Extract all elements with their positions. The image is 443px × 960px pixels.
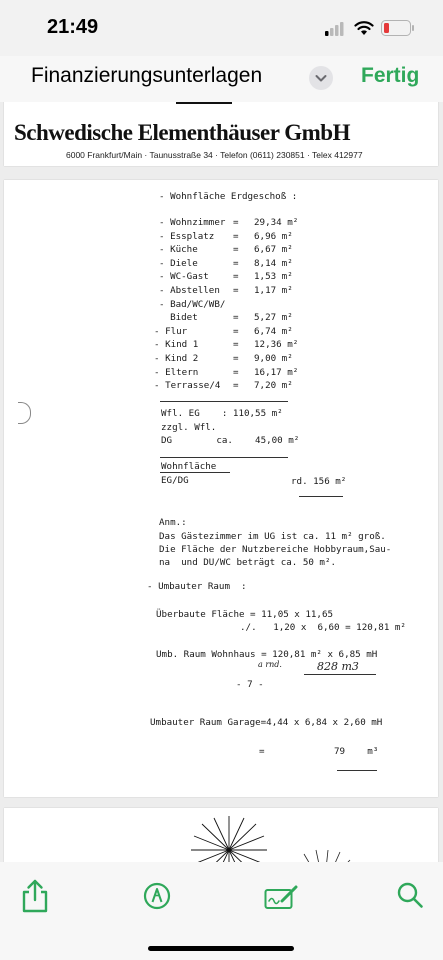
room-equals: = <box>233 312 239 324</box>
separator-line <box>160 457 288 458</box>
garage-line: Umbauter Raum Garage=4,44 x 6,84 x 2,60 mH <box>150 717 383 728</box>
handwritten-note-volume: 828 m3 <box>317 660 359 673</box>
title-menu-button[interactable] <box>309 66 333 90</box>
wifi-icon <box>354 20 374 36</box>
room-name: - Essplatz <box>159 230 215 242</box>
room-area-value: 6,67 m² <box>254 244 293 256</box>
underline <box>337 770 377 771</box>
room-area-value: 12,36 m² <box>254 339 299 351</box>
document-page-current <box>4 180 438 797</box>
home-indicator[interactable] <box>148 946 294 951</box>
wohnflaeche-label: Wohnfläche <box>161 461 217 472</box>
room-area-value: 1,53 m² <box>254 271 293 283</box>
abzug-line: ./. 1,20 x 6,60 = 120,81 m² <box>240 622 406 633</box>
signature-icon[interactable] <box>264 884 300 910</box>
garage-value: 79 m³ <box>334 746 379 757</box>
room-area-value: 1,17 m² <box>254 285 293 296</box>
handwritten-underline <box>304 674 376 675</box>
status-bar <box>0 0 443 56</box>
room-name: - Kind 1 <box>154 339 199 351</box>
document-page-next <box>4 808 438 862</box>
document-viewer[interactable] <box>0 102 443 862</box>
handwritten-note-rnd: a rnd. <box>258 660 282 669</box>
document-page-previous <box>4 102 438 166</box>
room-name: - Diele <box>159 257 198 269</box>
search-icon[interactable] <box>396 881 424 909</box>
note-line-2: Die Fläche der Nutzbereiche Hobbyraum,Sau- <box>159 544 392 555</box>
umbauter-raum-label: - Umbauter Raum : <box>147 581 247 592</box>
room-equals: = <box>233 339 239 351</box>
ueberbaute-flaeche-line: Überbaute Fläche = 11,05 x 11,65 <box>156 609 334 620</box>
room-area-value: 7,20 m² <box>254 380 293 392</box>
note-line-1: Das Gästezimmer im UG ist ca. 11 m² groß. <box>159 531 386 542</box>
wfl-eg-line: Wfl. EG : 110,55 m² <box>161 408 283 419</box>
chevron-down-icon <box>309 66 333 90</box>
room-name: - Bad/WC/WB/ <box>159 298 226 310</box>
room-name: - Küche <box>159 244 198 256</box>
room-equals: = <box>233 380 239 392</box>
cellular-signal-icon <box>325 22 345 36</box>
markup-icon[interactable] <box>143 882 171 910</box>
room-name: - Abstellen <box>159 285 220 296</box>
room-name: - Kind 2 <box>154 353 199 364</box>
share-icon[interactable] <box>20 878 50 914</box>
room-area-value: 5,27 m² <box>254 312 293 324</box>
room-area-value: 6,74 m² <box>254 325 293 337</box>
room-equals: = <box>233 353 239 364</box>
battery-icon <box>381 20 415 36</box>
umb-raum-wohnhaus-line: Umb. Raum Wohnhaus = 120,81 m² x 6,85 mH <box>156 649 378 660</box>
room-equals: = <box>233 325 239 337</box>
document-title[interactable]: Finanzierungsunterlagen <box>31 64 263 87</box>
binder-hole <box>18 402 31 424</box>
room-name: - Flur <box>154 325 188 337</box>
room-area-value: 9,00 m² <box>254 353 293 364</box>
room-area-value: 16,17 m² <box>254 366 299 378</box>
rd-value: rd. 156 m² <box>291 476 347 487</box>
room-equals: = <box>233 366 239 378</box>
navigation-bar <box>0 56 443 102</box>
done-button[interactable]: Fertig <box>361 64 420 87</box>
heading-wohnflaeche-eg: - Wohnfläche Erdgeschoß : <box>159 191 298 202</box>
room-name: - Wohnzimmer <box>159 217 226 228</box>
room-area-value: 29,34 m² <box>254 217 299 228</box>
room-name: Bidet <box>159 312 198 324</box>
tree-drawing-icon <box>184 814 274 862</box>
egdg-label: EG/DG <box>161 475 189 486</box>
room-equals: = <box>233 271 239 283</box>
room-equals: = <box>233 285 239 296</box>
room-area-value: 6,96 m² <box>254 230 293 242</box>
company-logo-icon <box>176 102 232 108</box>
room-equals: = <box>233 217 239 228</box>
underline <box>160 472 230 473</box>
room-name: - WC-Gast <box>159 271 209 283</box>
room-equals: = <box>233 230 239 242</box>
underline <box>299 496 343 497</box>
room-area-value: 8,14 m² <box>254 257 293 269</box>
separator-line <box>160 401 288 402</box>
anm-label: Anm.: <box>159 517 187 528</box>
room-equals: = <box>233 244 239 256</box>
garage-equals: = <box>259 746 265 757</box>
company-address: 6000 Frankfurt/Main · Taunusstraße 34 · Telefon (0611) 230851 · Telex 412977 <box>66 150 363 160</box>
dg-line: DG ca. 45,00 m² <box>161 435 300 446</box>
room-name: - Eltern <box>154 366 199 378</box>
shrub-drawing-icon <box>288 848 360 862</box>
status-time: 21:49 <box>47 16 99 38</box>
page-number: - 7 - <box>236 679 264 690</box>
company-name: Schwedische Elementhäuser GmbH <box>14 120 350 145</box>
note-line-3: na und DU/WC beträgt ca. 50 m². <box>159 557 337 568</box>
zzgl-line: zzgl. Wfl. <box>161 422 217 433</box>
room-equals: = <box>233 257 239 269</box>
room-name: - Terrasse/4 <box>154 380 221 392</box>
